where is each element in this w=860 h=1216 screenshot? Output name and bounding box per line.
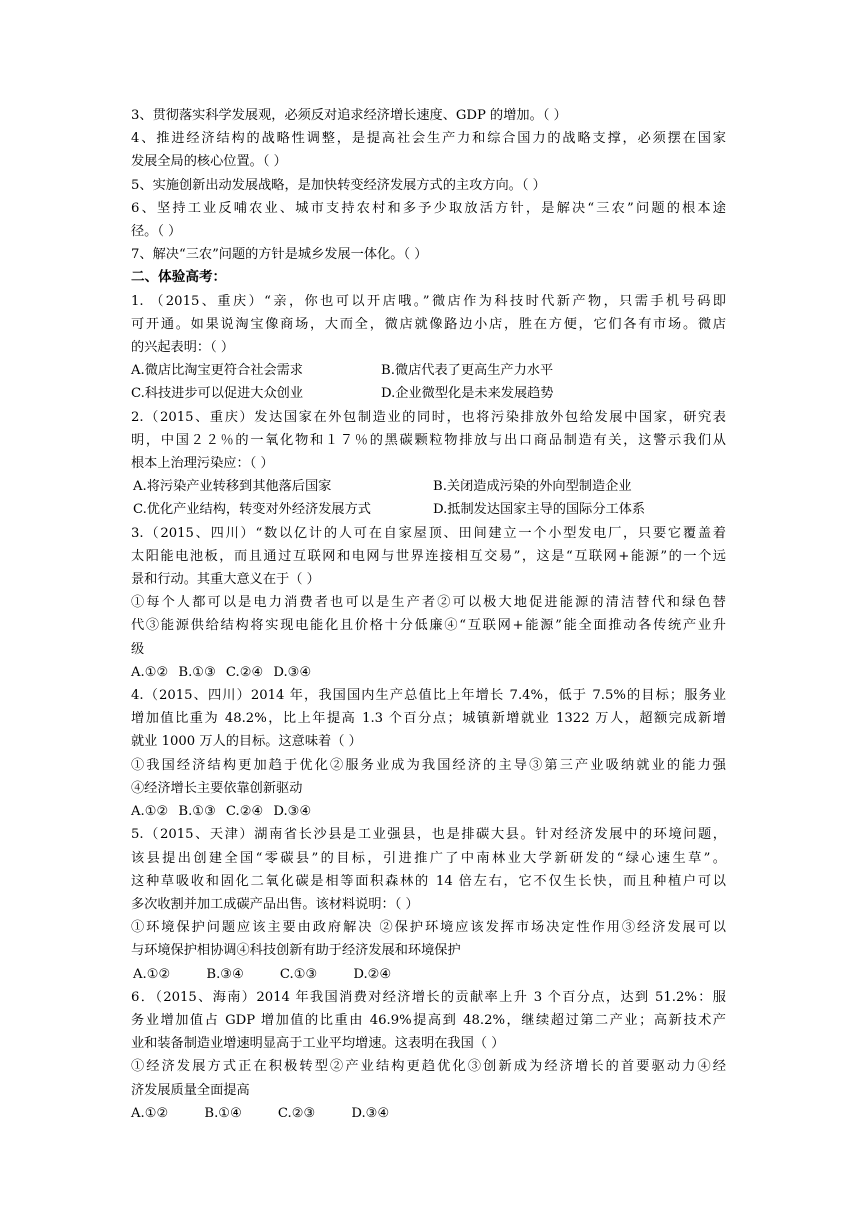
statement-line: 济发展质量全面提高 xyxy=(131,1082,250,1098)
question-stem-line: 2.（2015、重庆）发达国家在外包制造业的同时，也将污染排放外包给发展中国家，研究表 xyxy=(131,409,726,425)
statement-line: ①我国经济结构更加趋于优化②服务业成为我国经济的主导③第三产业吸纳就业的能力强 xyxy=(131,757,726,773)
option-row xyxy=(131,498,726,521)
choice-row xyxy=(131,1102,726,1125)
question-1 xyxy=(131,290,726,406)
document-page xyxy=(131,104,726,1125)
option-d: D.抵制发达国家主导的国际分工体系 xyxy=(433,502,646,518)
question-stem-line: 务业增加值占 GDP 增加值的比重由 46.9%提高到 48.2%，继续超过第二产业；高新技术产 xyxy=(131,1012,726,1028)
question-stem-line: 太阳能电池板，而且通过互联网和电网与世界连接相互交易”，这是“互联网+能源”的一个远 xyxy=(131,548,726,564)
question-stem-line: 4.（2015、四川）2014 年，我国国内生产总值比上年增长 7.4%，低于 7.5%的目标；服务业 xyxy=(131,688,726,704)
choice-row xyxy=(131,661,726,684)
option-b: B.关闭造成污染的外向型制造企业 xyxy=(433,479,632,495)
question-stem-line: 增加值比重为 48.2%，比上年提高 1.3 个百分点；城镇新增就业 1322 万人，超额完成新增 xyxy=(131,711,726,727)
question-6 xyxy=(131,986,726,1125)
statement-line: ④经济增长主要依靠创新驱动 xyxy=(131,780,303,796)
text-line: 5、实施创新出动发展战略，是加快转变经济发展方式的主攻方向。（ ） xyxy=(131,177,546,193)
question-stem-line: 根本上治理污染应：（ ） xyxy=(131,456,274,472)
question-3 xyxy=(131,522,726,684)
question-stem-line: 的兴起表明：（ ） xyxy=(131,340,235,356)
question-stem-line: 5.（2015、天津）湖南省长沙县是工业强县，也是排碳大县。针对经济发展中的环境问题， xyxy=(131,827,726,843)
choice-d: D.③④ xyxy=(273,804,312,820)
choice-b: B.①④ xyxy=(204,1105,242,1121)
question-stem-line: 3.（2015、四川）“数以亿计的人可在自家屋顶、田间建立一个小型发电厂，只要它覆盖着 xyxy=(131,525,726,541)
judgement-4 xyxy=(131,127,726,173)
choice-d: D.③④ xyxy=(273,664,312,680)
choice-a: A.①② xyxy=(131,804,169,820)
choice-a: A.①② xyxy=(131,1105,169,1121)
text-line: 4、推进经济结构的战略性调整，是提高社会生产力和综合国力的战略支撑，必须摆在国家 xyxy=(131,131,726,147)
choice-d: D.②④ xyxy=(353,966,392,982)
question-stem-line: 业和装备制造业增速明显高于工业平均增速。这表明在我国（ ） xyxy=(131,1036,505,1052)
judgement-6 xyxy=(131,197,726,243)
question-5 xyxy=(131,823,726,985)
choice-b: B.①③ xyxy=(178,804,216,820)
statement-line: ①每个人都可以是电力消费者也可以是生产者②可以极大地促进能源的清洁替代和绿色替 xyxy=(131,595,726,611)
question-stem-line: 6．（2015、海南）2014 年我国消费对经济增长的贡献率上升 3 个百分点，达到 51.2%：服 xyxy=(131,989,726,1005)
option-c: C.优化产业结构，转变对外经济发展方式 xyxy=(133,502,371,518)
statement-line: ①环境保护问题应该主要由政府解决 ②保护环境应该发挥市场决定性作用③经济发展可以 xyxy=(131,920,726,936)
option-c: C.科技进步可以促进大众创业 xyxy=(131,386,304,402)
question-stem-line: 就业 1000 万人的目标。这意味着（ ） xyxy=(131,734,362,750)
question-stem-line: 1. （2015、重庆）“亲，你也可以开店哦。”微店作为科技时代新产物，只需手机号码即 xyxy=(131,293,726,309)
text-line: 径。（ ） xyxy=(131,224,182,240)
text-line: 3、贯彻落实科学发展观，必须反对追求经济增长速度、GDP 的增加。（ ） xyxy=(131,108,567,123)
option-row xyxy=(131,382,726,405)
text-line: 发展全局的核心位置。（ ） xyxy=(131,154,287,170)
question-4 xyxy=(131,684,726,823)
choice-a: A.①② xyxy=(133,966,171,982)
judgement-7 xyxy=(131,243,726,266)
choice-b: B.③④ xyxy=(206,966,244,982)
option-b: B.微店代表了更高生产力水平 xyxy=(381,363,554,379)
question-stem-line: 该县提出创建全国“零碳县”的目标，引进推广了中南林业大学新研发的“绿心速生草”。 xyxy=(131,850,726,866)
option-row xyxy=(131,475,726,498)
option-a: A.将污染产业转移到其他落后国家 xyxy=(133,479,332,495)
choice-c: C.①③ xyxy=(279,966,318,982)
option-row xyxy=(131,359,726,382)
statement-line: 与环境保护相协调④科技创新有助于经济发展和环境保护 xyxy=(131,943,461,959)
choice-row xyxy=(131,800,726,823)
text-line: 7、解决“三农”问题的方针是城乡发展一体化。（ ） xyxy=(131,247,428,263)
choice-a: A.①② xyxy=(131,664,169,680)
question-stem-line: 这种草吸收和固化二氧化碳是相等面积森林的 14 倍左右，它不仅生长快，而且种植户可以 xyxy=(131,873,726,889)
question-stem-line: 明，中国２２％的一氧化物和１７％的黑碳颗粒物排放与出口商品制造有关，这警示我们从 xyxy=(131,432,726,448)
statement-line: ①经济发展方式正在积极转型②产业结构更趋优化③创新成为经济增长的首要驱动力④经 xyxy=(131,1059,726,1075)
option-a: A.微店比淘宝更符合社会需求 xyxy=(131,363,303,379)
statement-line: 代③能源供给结构将实现电能化且价格十分低廉④“互联网+能源”能全面推动各传统产业升 xyxy=(131,618,726,634)
choice-c: C.②③ xyxy=(277,1105,316,1121)
statement-line: 级 xyxy=(131,641,145,657)
option-d: D.企业微型化是未来发展趋势 xyxy=(381,386,554,402)
question-stem-line: 景和行动。其重大意义在于（ ） xyxy=(131,572,320,588)
choice-b: B.①③ xyxy=(178,664,216,680)
text-line: 6、坚持工业反哺农业、城市支持农村和多予少取放活方针，是解决“三农”问题的根本途 xyxy=(131,200,726,216)
question-stem-line: 可开通。如果说淘宝像商场，大而全，微店就像路边小店，胜在方便，它们各有市场。微店 xyxy=(131,316,726,332)
judgement-3 xyxy=(131,104,726,127)
question-stem-line: 多次收割并加工成碳产品出售。该材料说明：（ ） xyxy=(131,896,419,912)
section-title: 二、体验高考： xyxy=(131,269,227,286)
choice-c: C.②④ xyxy=(225,664,264,680)
choice-c: C.②④ xyxy=(225,804,264,820)
choice-d: D.③④ xyxy=(351,1105,390,1121)
judgement-5 xyxy=(131,174,726,197)
choice-row xyxy=(131,963,726,986)
question-2 xyxy=(131,406,726,522)
